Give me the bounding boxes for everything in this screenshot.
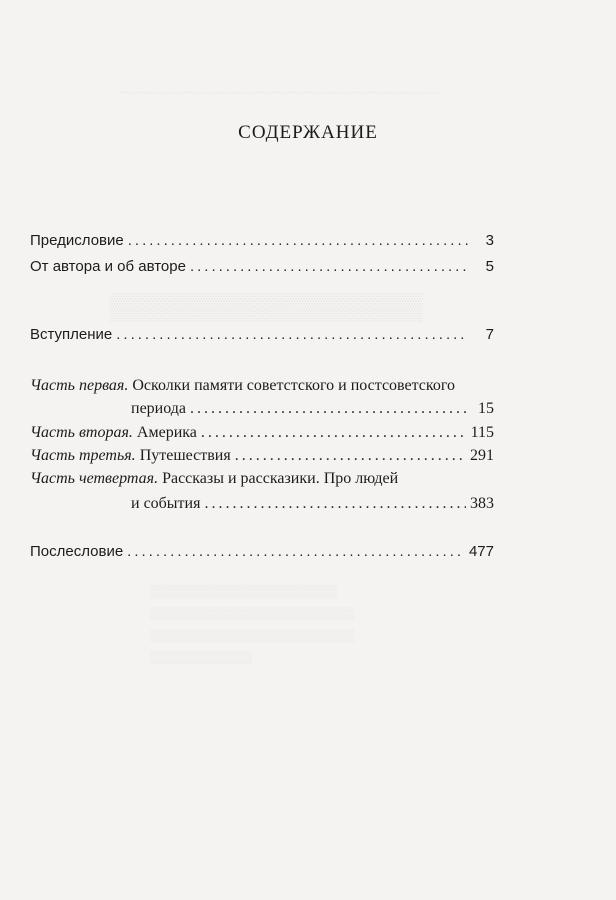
toc-page-number: 7 — [485, 326, 494, 343]
toc-page-number: 383 — [470, 495, 494, 512]
dot-leader — [190, 257, 468, 277]
toc-entry-part-four — [131, 494, 494, 514]
toc-entry-part-one-title — [30, 376, 455, 396]
toc-part-prefix: Часть четвертая. — [30, 470, 159, 487]
toc-entry-part-two — [30, 423, 494, 443]
dot-leader — [116, 325, 468, 345]
toc-entry-label: От автора и об авторе — [30, 258, 186, 275]
toc-page-number: 477 — [468, 543, 494, 560]
toc-entry-label: Рассказы и рассказики. Про людей — [158, 470, 399, 487]
toc-page-number: 3 — [485, 232, 494, 249]
toc-page-number: 115 — [470, 424, 494, 441]
dot-leader — [190, 399, 468, 419]
toc-entry-label: Осколки памяти советстского и постсоветского — [128, 377, 456, 394]
toc-entry-about-author — [30, 257, 494, 277]
toc-entry-label: Вступление — [30, 326, 113, 343]
bleed-through-text: ▒▒▒▒▒▒▒▒▒▒▒▒▒▒▒▒▒ — [110, 292, 424, 321]
toc-entry-continuation: периода — [131, 400, 187, 417]
toc-entry-part-one — [131, 399, 494, 419]
dot-leader — [128, 231, 468, 251]
toc-entry-introduction — [30, 325, 494, 345]
toc-entry-part-three — [30, 446, 494, 466]
toc-entry-label: Послесловие — [30, 543, 124, 560]
toc-entry-label-wrap — [30, 446, 231, 466]
dot-leader — [127, 542, 465, 562]
toc-entry-part-four-title — [30, 469, 398, 489]
toc-entry-afterword — [30, 542, 494, 562]
toc-entry-preface — [30, 231, 494, 251]
toc-part-prefix: Часть первая. — [30, 377, 129, 394]
toc-entry-label: Предисловие — [30, 232, 124, 249]
toc-title: СОДЕРЖАНИЕ — [238, 122, 378, 143]
toc-entry-label-wrap — [30, 423, 197, 443]
toc-page-number: 15 — [478, 400, 494, 417]
toc-part-prefix: Часть вторая. — [30, 424, 133, 441]
toc-entry-label: Путешествия — [135, 447, 231, 464]
dot-leader — [201, 423, 467, 443]
toc-page-number: 291 — [470, 447, 494, 464]
toc-entry-continuation: и события — [131, 495, 201, 512]
bleed-through-text: ▒▒▒▒▒▒▒▒▒▒▒▒▒▒▒▒▒▒▒▒▒▒ ▒▒▒▒▒▒▒▒▒▒▒▒▒▒▒▒▒▒▒▒▒▒▒▒ ▒▒▒▒▒▒▒▒▒▒▒▒▒▒▒▒▒▒▒▒▒▒▒▒ ▒▒▒▒▒▒▒▒▒▒▒▒ — [150, 584, 355, 664]
dot-leader — [235, 446, 466, 466]
toc-part-prefix: Часть третья. — [30, 447, 136, 464]
bleed-through-text: ~~~~~~~~~~~~~~~~~~~~~~~~~~~~~~~~~~~~~~~~~~~~~~~~~~~~~~~~~~~ — [120, 88, 440, 99]
toc-page-number: 5 — [485, 258, 494, 275]
toc-entry-label: Америка — [132, 424, 197, 441]
dot-leader — [204, 494, 466, 514]
